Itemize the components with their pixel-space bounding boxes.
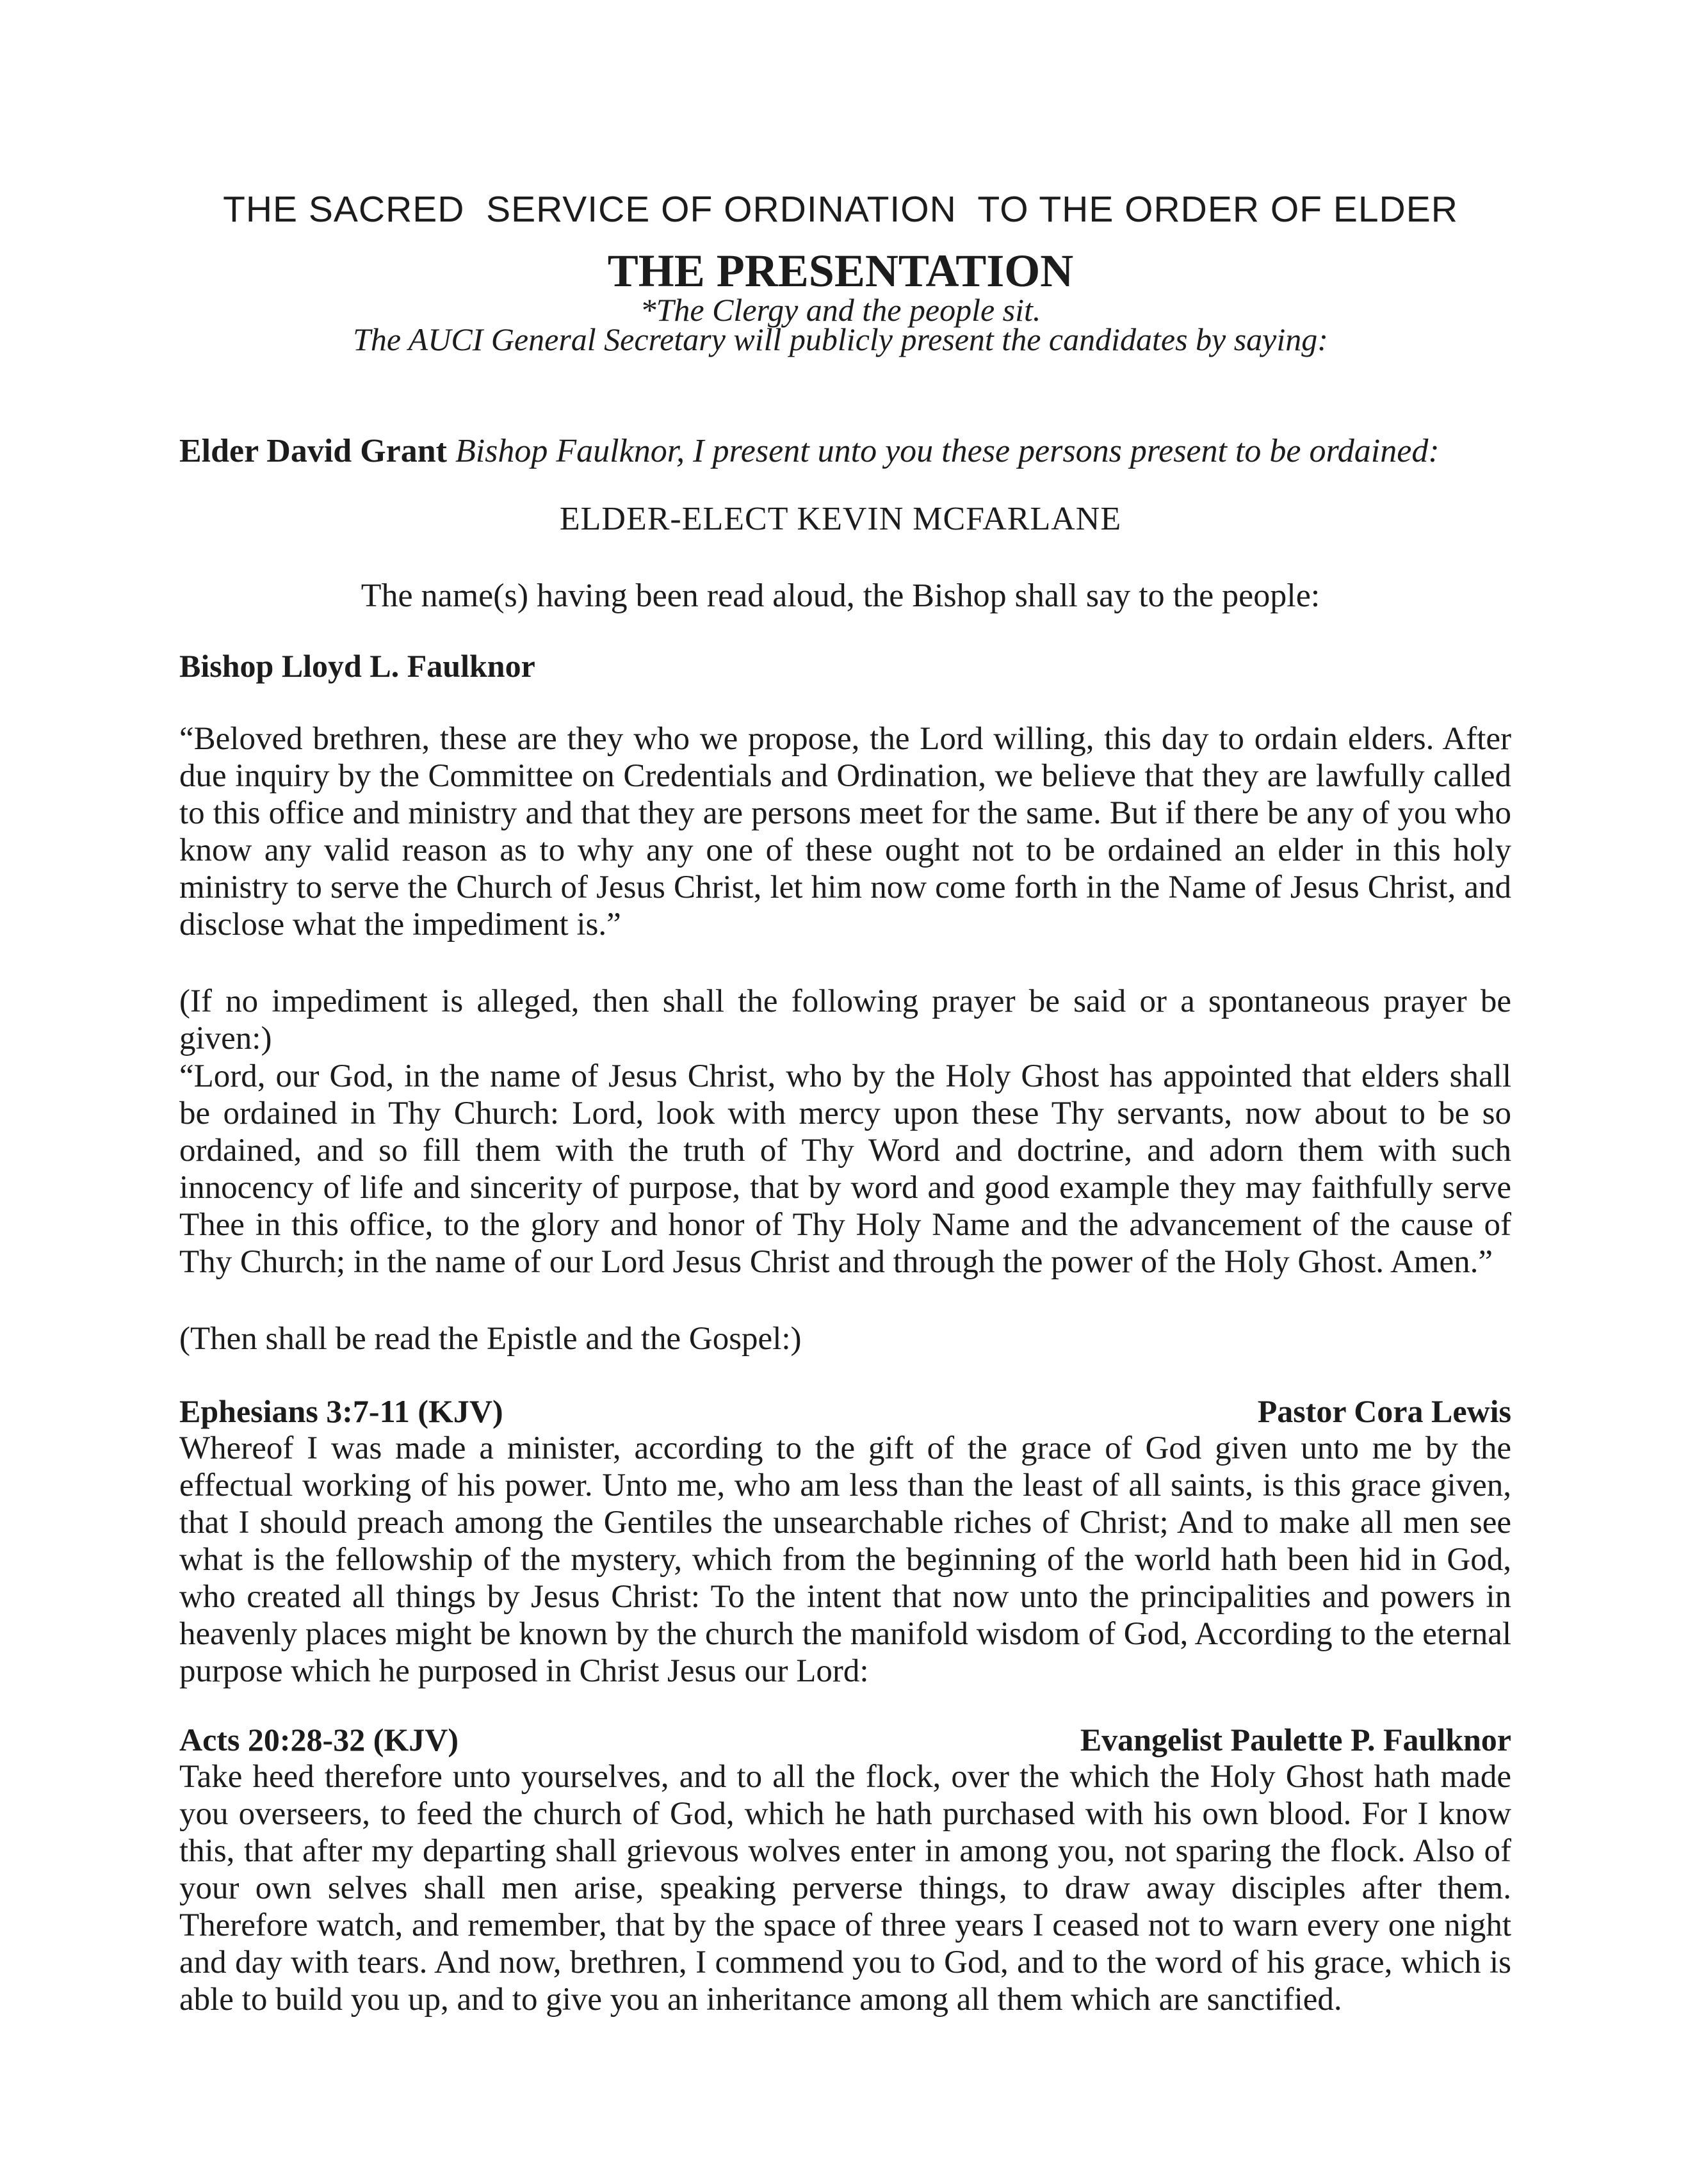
rubric-clergy-sit: *The Clergy and the people sit. — [640, 292, 1041, 328]
service-title: THE SACRED SERVICE OF ORDINATION TO THE ORDER OF ELDER — [223, 189, 1458, 230]
instruction-readings: (Then shall be read the Epistle and the Gospel:) — [179, 1321, 802, 1357]
reading-reference: Acts 20:28-32 (KJV) — [179, 1722, 459, 1758]
reading-reference: Ephesians 3:7-11 (KJV) — [179, 1393, 503, 1429]
bishop-address: “Beloved brethren, these are they who we propose, the Lord willing, this day to ordain elders. After due inquiry by the Committee on Credentials and Ordination, we believe that they are lawfully called to this office and ministry and that they are persons meet for the same. But if there be any of you who know any valid reason as to why any one of these ought not to be ordained an elder in this holy ministry to serve the Church of Jesus Christ, let him now come forth in the Name of Jesus Christ, and disclose what the impediment is.” — [179, 721, 1511, 942]
candidate-name: ELDER-ELECT KEVIN MCFARLANE — [559, 501, 1122, 537]
instruction-names-read: The name(s) having been read aloud, the Bishop shall say to the people: — [361, 578, 1320, 614]
section-title: THE PRESENTATION — [607, 245, 1074, 296]
reading-text: Take heed therefore unto yourselves, and to all the flock, over the which the Holy Ghost hath made you overseers, to feed the church of God, which he hath purchased with his own blood. For I know this, that after my departing shall grievous wolves enter in among you, not sparing the flock. Also of your own selves shall men arise, speaking perverse things, to draw away disciples after them. Therefore watch, and remember, that by the space of three years I ceased not to warn every one night and day with tears. And now, brethren, I commend you to God, and to the word of his grace, which is able to build you up, and to give you an inheritance among all them which are sanctified. — [179, 1759, 1511, 2018]
reading-text: Whereof I was made a minister, according to the gift of the grace of God given unto me by the effectual working of his power. Unto me, who am less than the least of all saints, is this grace given, that I should preach among the Gentiles the unsearchable riches of Christ; And to make all men see what is the fellowship of the mystery, which from the beginning of the world hath been hid in God, who created all things by Jesus Christ: To the intent that now unto the principalities and powers in heavenly places might be known by the church the manifold wisdom of God, According to the eternal purpose which he purposed in Christ Jesus our Lord: — [179, 1430, 1511, 1689]
reading-heading — [179, 1393, 1511, 1430]
presenter-name: Elder David Grant — [179, 433, 447, 469]
reading-reader: Evangelist Paulette P. Faulknor — [1080, 1722, 1511, 1758]
ordination-prayer: “Lord, our God, in the name of Jesus Christ, who by the Holy Ghost has appointed that elders shall be ordained in Thy Church: Lord, look with mercy upon these Thy servants, now about to be so ordained, and so fill them with the truth of Thy Word and doctrine, and adorn them with such innocency of life and sincerity of purpose, that by word and good example they may faithfully serve Thee in this office, to the glory and honor of Thy Holy Name and the advancement of the cause of Thy Church; in the name of our Lord Jesus Christ and through the power of the Holy Ghost. Amen.” — [179, 1058, 1511, 1280]
bishop-name: Bishop Lloyd L. Faulknor — [179, 648, 535, 684]
rubric-presentation: The AUCI General Secretary will publicly present the candidates by saying: — [353, 321, 1328, 357]
instruction-prayer: (If no impediment is alleged, then shall the following prayer be said or a spontaneous prayer be given:) — [179, 983, 1511, 1056]
reading-heading — [179, 1721, 1511, 1758]
presenter-words: Bishop Faulknor, I present unto you these persons present to be ordained: — [455, 433, 1440, 469]
reading-reader: Pastor Cora Lewis — [1257, 1393, 1511, 1429]
presenter-line — [179, 429, 1440, 474]
